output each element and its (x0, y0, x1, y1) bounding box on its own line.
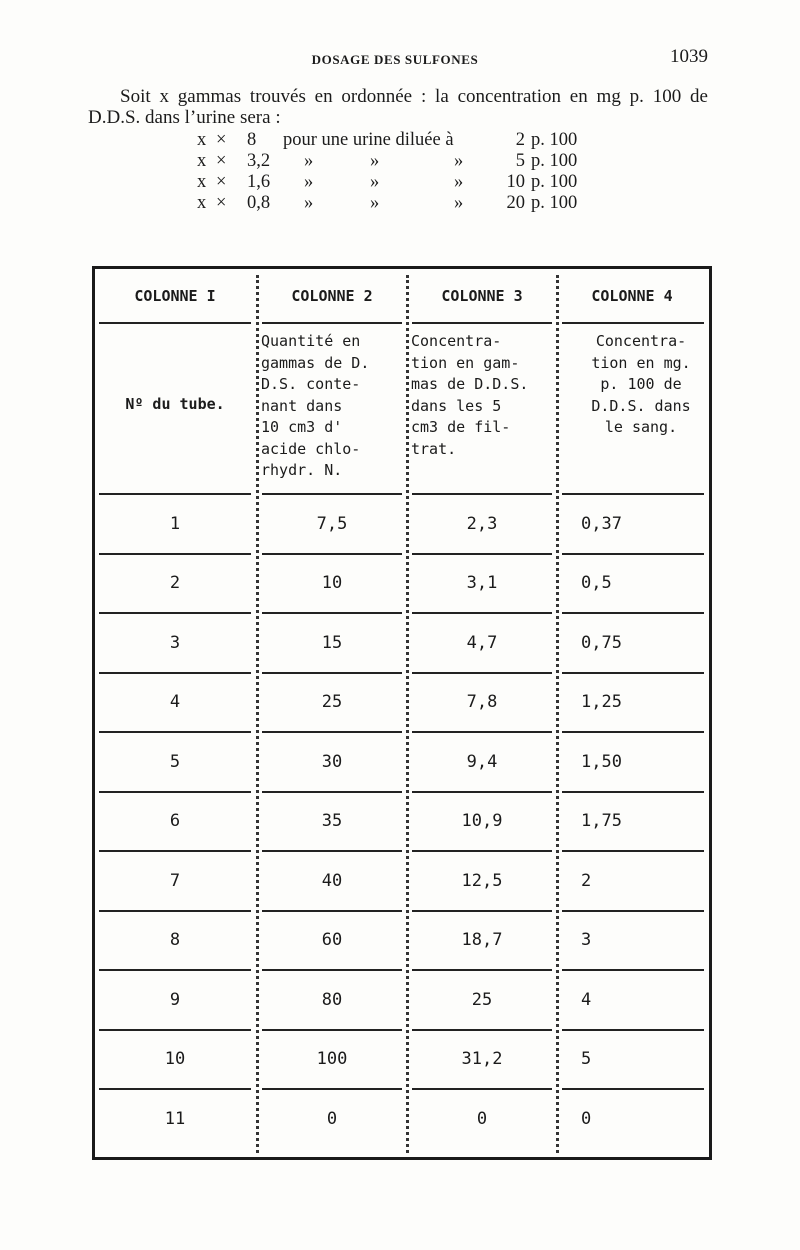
table-cell: 10 (321, 573, 343, 594)
table-cell: 4 (581, 989, 592, 1010)
formula-unit: p. 100 (531, 172, 578, 192)
row-rule (262, 493, 402, 495)
ditto-mark: » (370, 151, 380, 171)
ditto-mark: » (454, 151, 464, 171)
row-rule (412, 850, 552, 852)
row-rule (99, 553, 251, 555)
ditto-mark: » (370, 172, 380, 192)
ditto-mark: » (454, 172, 464, 192)
table-cell: 4 (169, 692, 181, 713)
formula-row (197, 172, 617, 193)
formula-factor: 1,6 (247, 172, 271, 192)
formula-variable: x (197, 172, 207, 192)
row-rule (562, 1029, 704, 1031)
row-rule (562, 553, 704, 555)
header-concentration-filtrate: Concentra- tion en gam- mas de D.D.S. dans les 5 cm3 de fil- trat. (411, 332, 529, 458)
row-rule (412, 493, 552, 495)
table-cell: 3 (581, 930, 592, 951)
running-head (0, 46, 790, 74)
row-rule (562, 1088, 704, 1090)
title-rule (262, 322, 402, 324)
row-rule (412, 1029, 552, 1031)
row-rule (99, 731, 251, 733)
table-cell: 0 (581, 1108, 592, 1129)
row-rule (262, 791, 402, 793)
row-rule (562, 910, 704, 912)
row-rule (99, 672, 251, 674)
table-cell: 1,75 (581, 811, 622, 832)
table-cell: 5 (581, 1049, 592, 1070)
formula-variable: x (197, 151, 207, 171)
table-cell: 10 (164, 1049, 186, 1070)
header-quantity: Quantité en gammas de D. D.S. conte- nant dans 10 cm3 d' acide chlo- rhydr. N. (261, 332, 370, 479)
table-cell: 11 (164, 1108, 186, 1129)
row-rule (99, 612, 251, 614)
row-rule (99, 493, 251, 495)
table-cell: 10,9 (461, 811, 503, 832)
column-title-3: COLONNE 3 (441, 287, 523, 305)
multiply-sign: × (216, 172, 227, 192)
row-rule (99, 791, 251, 793)
row-rule (412, 969, 552, 971)
intro-text: Soit x gammas trouvés en ordonnée : la concentration en mg p. 100 de D.D.S. dans l’urine sera : (88, 86, 708, 128)
data-table (92, 266, 712, 1160)
row-rule (99, 969, 251, 971)
row-rule (412, 672, 552, 674)
table-cell: 1,50 (581, 751, 622, 772)
formula-row (197, 151, 617, 172)
row-rule (262, 910, 402, 912)
table-cell: 9 (169, 989, 181, 1010)
row-rule (262, 553, 402, 555)
table-cell: 100 (316, 1049, 348, 1070)
row-rule (562, 791, 704, 793)
multiply-sign: × (216, 130, 227, 150)
table-cell: 7 (169, 870, 181, 891)
table-cell: 12,5 (461, 870, 503, 891)
title-rule (412, 322, 552, 324)
formula-dilution: 10 (506, 172, 525, 192)
ditto-mark: » (454, 193, 464, 213)
table-cell: 6 (169, 811, 181, 832)
row-rule (262, 1029, 402, 1031)
title-rule (99, 322, 251, 324)
table-cell: 15 (321, 632, 343, 653)
column-title-1: COLONNE I (134, 287, 216, 305)
row-rule (99, 850, 251, 852)
table-cell: 30 (321, 751, 343, 772)
formula-unit: p. 100 (531, 151, 578, 171)
table-cell: 0,37 (581, 513, 622, 534)
ditto-mark: » (304, 172, 314, 192)
table-cell: 0 (326, 1108, 338, 1129)
row-rule (562, 850, 704, 852)
formula-unit: p. 100 (531, 130, 578, 150)
formula-row (197, 130, 617, 151)
row-rule (412, 553, 552, 555)
row-rule (262, 612, 402, 614)
header-tube-number: Nº du tube. (125, 395, 225, 413)
table-cell: 2 (169, 573, 181, 594)
table-cell: 1 (169, 513, 181, 534)
running-title: DOSAGE DES SULFONES (311, 52, 479, 67)
row-rule (262, 1088, 402, 1090)
row-rule (99, 1088, 251, 1090)
table-cell: 18,7 (461, 930, 503, 951)
header-concentration-blood: Concentra- tion en mg. p. 100 de D.D.S. dans le sang. (591, 332, 691, 436)
row-rule (262, 969, 402, 971)
table-cell: 0,5 (581, 573, 612, 594)
table-cell: 60 (321, 930, 343, 951)
row-rule (562, 731, 704, 733)
table-cell: 31,2 (461, 1049, 503, 1070)
table-cell: 8 (169, 930, 181, 951)
table-cell: 35 (321, 811, 343, 832)
table-cell: 25 (321, 692, 343, 713)
multiply-sign: × (216, 193, 227, 213)
table-cell: 3,1 (466, 573, 498, 594)
formula-factor: 8 (247, 130, 257, 150)
row-rule (262, 850, 402, 852)
table-cell: 80 (321, 989, 343, 1010)
row-rule (99, 1029, 251, 1031)
ditto-mark: » (304, 151, 314, 171)
row-rule (262, 731, 402, 733)
ditto-mark: » (304, 193, 314, 213)
row-rule (412, 910, 552, 912)
table-cell: 25 (471, 989, 493, 1010)
table-cell: 4,7 (466, 632, 498, 653)
formula-description: pour une urine diluée à (283, 130, 454, 150)
table-cell: 40 (321, 870, 343, 891)
formula-factor: 3,2 (247, 151, 271, 171)
table-cell: 3 (169, 632, 181, 653)
row-rule (412, 731, 552, 733)
intro-paragraph (88, 86, 708, 128)
row-rule (412, 612, 552, 614)
row-rule (562, 612, 704, 614)
table-cell: 5 (169, 751, 181, 772)
row-rule (412, 791, 552, 793)
table-cell: 9,4 (466, 751, 498, 772)
table-cell: 7,8 (466, 692, 498, 713)
formula-dilution: 2 (515, 130, 525, 150)
formula-dilution: 5 (515, 151, 525, 171)
row-rule (562, 969, 704, 971)
formula-list (197, 130, 617, 214)
row-rule (99, 910, 251, 912)
row-rule (562, 493, 704, 495)
table-cell: 1,25 (581, 692, 622, 713)
page-number: 1039 (670, 46, 708, 67)
table-cell: 7,5 (316, 513, 348, 534)
formula-factor: 0,8 (247, 193, 271, 213)
column-title-2: COLONNE 2 (291, 287, 373, 305)
table-cell: 0 (476, 1108, 488, 1129)
table-cell: 2,3 (466, 513, 498, 534)
row-rule (262, 672, 402, 674)
formula-row (197, 193, 617, 214)
row-rule (412, 1088, 552, 1090)
title-rule (562, 322, 704, 324)
ditto-mark: » (370, 193, 380, 213)
formula-variable: x (197, 193, 207, 213)
row-rule (562, 672, 704, 674)
multiply-sign: × (216, 151, 227, 171)
table-cell: 2 (581, 870, 592, 891)
table-cell: 0,75 (581, 632, 622, 653)
formula-unit: p. 100 (531, 193, 578, 213)
column-title-4: COLONNE 4 (591, 287, 673, 305)
formula-variable: x (197, 130, 207, 150)
formula-dilution: 20 (506, 193, 525, 213)
